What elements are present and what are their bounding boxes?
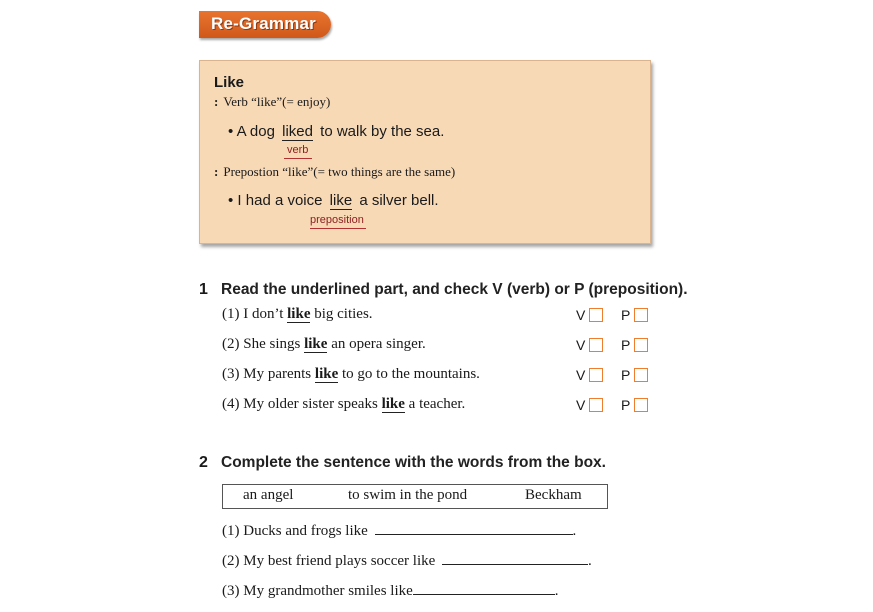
item-end: . xyxy=(588,553,592,569)
v-label: V xyxy=(576,397,586,413)
verb-tag: verb xyxy=(287,144,309,156)
p-checkbox[interactable] xyxy=(634,338,648,352)
word-bank-item: an angel xyxy=(243,487,294,503)
preposition-tag-line xyxy=(310,228,366,229)
grammar-box xyxy=(199,60,651,244)
example-word: like xyxy=(329,192,353,209)
item-text: (4) My older sister speaks xyxy=(222,396,378,412)
v-option xyxy=(576,367,603,383)
v-label: V xyxy=(576,367,586,383)
rule-verb xyxy=(214,94,330,110)
v-option xyxy=(576,397,603,413)
example-before: • A dog xyxy=(228,123,275,140)
v-checkbox[interactable] xyxy=(589,338,603,352)
v-option xyxy=(576,307,603,323)
answer-blank[interactable] xyxy=(375,520,573,535)
list-item xyxy=(222,396,465,413)
verb-tag-line xyxy=(284,158,312,159)
p-label: P xyxy=(621,337,631,353)
p-option xyxy=(621,307,648,323)
answer-blank[interactable] xyxy=(442,550,588,565)
list-item xyxy=(222,336,426,353)
item-text: (1) I don’t xyxy=(222,306,284,322)
p-checkbox[interactable] xyxy=(634,398,648,412)
rule-preposition xyxy=(214,164,455,180)
rule-text: Verb “like”(= enjoy) xyxy=(223,94,331,109)
item-underlined-word: like xyxy=(314,366,339,382)
item-text: (2) She sings xyxy=(222,336,301,352)
item-underlined-word: like xyxy=(304,336,328,352)
item-text: (3) My parents xyxy=(222,366,312,382)
item-text: big cities. xyxy=(314,306,373,322)
item-text: to go to the mountains. xyxy=(342,366,480,382)
list-item xyxy=(222,306,373,323)
item-text: a teacher. xyxy=(408,396,466,412)
item-text: (1) Ducks and frogs like xyxy=(222,523,368,539)
rule-marker: : xyxy=(214,164,219,179)
v-checkbox[interactable] xyxy=(589,368,603,382)
example-before: • I had a voice xyxy=(228,192,323,209)
list-item xyxy=(222,580,559,600)
example-verb xyxy=(228,123,444,141)
item-underlined-word: like xyxy=(381,396,405,412)
v-label: V xyxy=(576,337,586,353)
answer-blank[interactable] xyxy=(413,580,555,595)
exercise1-title: Read the underlined part, and check V (verb) or P (preposition). xyxy=(221,281,688,298)
section-tab-label: Re-Grammar xyxy=(211,14,316,33)
word-bank xyxy=(222,484,608,509)
preposition-tag: preposition xyxy=(310,214,364,226)
example-preposition xyxy=(228,192,439,210)
p-label: P xyxy=(621,307,631,323)
p-checkbox[interactable] xyxy=(634,308,648,322)
v-checkbox[interactable] xyxy=(589,308,603,322)
v-checkbox[interactable] xyxy=(589,398,603,412)
list-item xyxy=(222,366,480,383)
p-checkbox[interactable] xyxy=(634,368,648,382)
item-text: (2) My best friend plays soccer like xyxy=(222,553,436,569)
word-bank-item: Beckham xyxy=(525,487,582,503)
word-bank-item: to swim in the pond xyxy=(348,487,468,503)
exercise1-number: 1 xyxy=(199,281,208,298)
p-option xyxy=(621,337,648,353)
example-after: to walk by the sea. xyxy=(320,123,445,140)
p-label: P xyxy=(621,397,631,413)
p-label: P xyxy=(621,367,631,383)
p-option xyxy=(621,367,648,383)
section-tab xyxy=(199,11,331,38)
item-text: (3) My grandmother smiles like xyxy=(222,583,413,599)
v-option xyxy=(576,337,603,353)
v-label: V xyxy=(576,307,586,323)
exercise2-title: Complete the sentence with the words from the box. xyxy=(221,454,606,471)
p-option xyxy=(621,397,648,413)
item-text: an opera singer. xyxy=(331,336,426,352)
exercise2-number: 2 xyxy=(199,454,208,471)
item-end: . xyxy=(554,583,559,599)
item-underlined-word: like xyxy=(287,306,311,322)
rule-marker: : xyxy=(214,94,219,109)
example-after: a silver bell. xyxy=(359,192,439,209)
rule-text: Prepostion “like”(= two things are the same) xyxy=(223,164,456,179)
list-item xyxy=(222,520,576,540)
item-end: . xyxy=(572,523,577,539)
list-item xyxy=(222,550,592,570)
example-word: liked xyxy=(282,123,313,140)
grammar-title: Like xyxy=(214,74,245,91)
